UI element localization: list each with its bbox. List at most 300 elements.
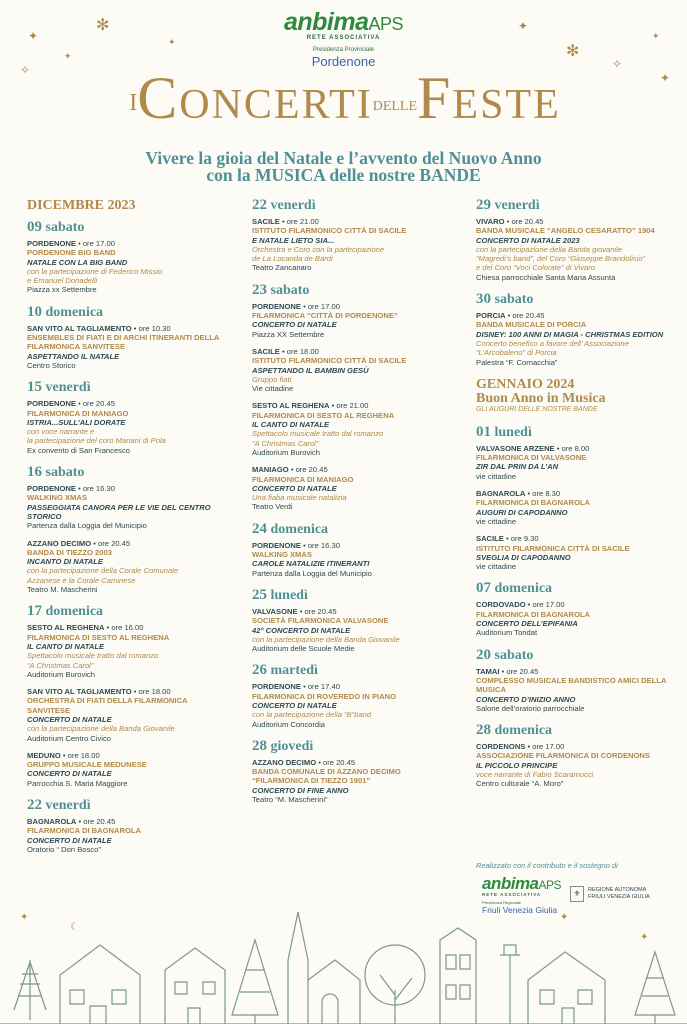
star-icon: ✦ xyxy=(28,29,39,43)
event-location-line xyxy=(252,465,457,474)
event-item xyxy=(476,667,681,713)
event-place: PORDENONE xyxy=(252,301,301,311)
column-3 xyxy=(476,198,681,799)
event-item xyxy=(252,302,457,339)
event-organizer: ISTITUTO FILARMONICO CITTÀ DI SACILE xyxy=(252,226,407,236)
day-heading xyxy=(476,292,681,307)
day-number: 23 xyxy=(252,281,267,298)
svg-text:✦: ✦ xyxy=(640,932,649,943)
star-icon: ✦ xyxy=(652,31,660,41)
event-time: • ore 20.45 xyxy=(288,465,328,475)
day-list xyxy=(476,198,681,367)
header xyxy=(0,8,687,69)
day-heading xyxy=(27,465,232,480)
day-number: 22 xyxy=(252,197,267,213)
event-organizer: ASSOCIAZIONE FILARMONICA DI CORDENONS xyxy=(476,751,650,761)
event-organizer: SOCIETÀ FILARMONICA VALVASONE xyxy=(252,616,389,626)
column-1 xyxy=(27,198,232,864)
event-program: CONCERTO D’INIZIO ANNO xyxy=(476,694,576,704)
event-time: • ore 10.30 xyxy=(131,323,171,333)
day-heading xyxy=(27,604,232,619)
event-time: • ore 16.00 xyxy=(104,623,144,633)
event-organizer: GRUPPO MUSICALE MEDUNESE xyxy=(27,760,147,770)
event-place: MANIAGO xyxy=(252,465,289,475)
event-item xyxy=(476,489,681,526)
page-title: IConcertidelleFeste xyxy=(129,65,561,131)
event-venue: Oratorio “ Don Bosco” xyxy=(27,844,101,854)
event-location-line xyxy=(476,489,681,498)
event-item xyxy=(476,534,681,571)
day-name: venerdì xyxy=(494,198,540,213)
day-block xyxy=(476,648,681,713)
event-location-line xyxy=(476,742,681,751)
logo-subtitle: RETE ASSOCIATIVA xyxy=(306,35,381,41)
event-program: CONCERTO DI NATALE xyxy=(27,714,112,724)
event-location-line xyxy=(252,758,457,767)
day-block xyxy=(476,425,681,572)
day-block xyxy=(27,220,232,295)
event-venue: vie cittadine xyxy=(476,471,517,481)
event-venue: Centro Storico xyxy=(27,360,76,370)
event-organizer: WALKING XMAS xyxy=(27,493,87,503)
event-time: • ore 20.45 xyxy=(297,606,337,616)
event-program: CONCERTO DELL’EPIFANIA xyxy=(476,619,578,629)
event-item xyxy=(27,239,232,295)
event-time: • ore 18.00 xyxy=(279,346,319,356)
event-location-line xyxy=(252,302,457,311)
event-note: de La Locanda de Bardi xyxy=(252,254,333,264)
day-block xyxy=(476,198,681,282)
event-program: CONCERTO DI NATALE xyxy=(252,320,337,330)
event-venue: Teatro M. Mascherini xyxy=(27,585,98,595)
event-note: Spettacolo musicale tratto dal romanzo xyxy=(27,651,159,661)
event-organizer: FILARMONICA DI MANIAGO xyxy=(252,474,354,484)
day-heading xyxy=(476,648,681,663)
event-organizer: FILARMONICA DI SESTO AL REGHENA xyxy=(252,410,395,420)
day-heading xyxy=(252,739,457,754)
event-program: CONCERTO DI NATALE xyxy=(27,835,112,845)
event-note: con la partecipazione della Banda Giovanile xyxy=(27,724,175,734)
event-organizer: FILARMONICA DI MANIAGO xyxy=(27,408,129,418)
moon-icon: ☾ xyxy=(70,922,79,933)
event-location-line xyxy=(27,623,232,632)
event-program: E NATALE LIETO SIA... xyxy=(252,235,335,245)
event-time: • ore 8.00 xyxy=(554,443,590,453)
event-organizer: FILARMONICA DI BAGNAROLA xyxy=(476,609,591,619)
event-note: con la partecipazione della Corale Comunale xyxy=(27,566,179,576)
event-time: • ore 17.00 xyxy=(525,600,565,610)
event-location-line xyxy=(27,324,232,333)
event-location-line xyxy=(252,401,457,410)
event-note: Una fiaba musicale natalizia xyxy=(252,493,347,503)
day-block xyxy=(476,723,681,788)
event-venue: Auditorium Concordia xyxy=(252,719,326,729)
event-time: • ore 17.00 xyxy=(525,742,565,752)
event-place: VALVASONE ARZENE xyxy=(476,443,555,453)
event-organizer: FILARMONICA DI SESTO AL REGHENA xyxy=(27,632,170,642)
day-number: 28 xyxy=(476,722,491,739)
event-venue: Teatro Verdi xyxy=(252,502,293,512)
event-note: Concerto benefico a favore dell’ Associazione xyxy=(476,338,629,348)
event-venue: Auditorium Burovich xyxy=(27,669,95,679)
event-program: CONCERTO DI NATALE xyxy=(27,769,112,779)
event-program: ISTRIA...SULL’ALI DORATE xyxy=(27,417,126,427)
event-location-line xyxy=(476,311,681,320)
event-time: • ore 16.30 xyxy=(75,484,115,494)
event-place: MEDUNO xyxy=(27,750,61,760)
event-program: ZIR DAL PRIN DA L’AN xyxy=(476,462,559,472)
event-location-line xyxy=(476,600,681,609)
event-place: CORDENONS xyxy=(476,742,526,752)
event-location-line xyxy=(476,444,681,453)
event-item xyxy=(476,444,681,481)
day-heading xyxy=(476,198,681,213)
event-venue: vie cittadine xyxy=(476,562,517,572)
star-icon: ✧ xyxy=(612,57,623,71)
event-item xyxy=(27,817,232,854)
day-block xyxy=(252,198,457,273)
day-name: sabato xyxy=(494,292,534,308)
event-program: CONCERTO DI NATALE 2023 xyxy=(476,235,580,245)
event-program: ASPETTANDO IL NATALE xyxy=(27,351,120,361)
event-item xyxy=(252,401,457,457)
event-note: e del Coro “Voci Colorate” di Vivaro xyxy=(476,263,596,273)
event-place: SACILE xyxy=(252,217,280,226)
day-number: 26 xyxy=(252,662,267,679)
event-venue: Chiesa parrocchiale Santa Maria Assunta xyxy=(476,272,616,282)
day-heading xyxy=(27,798,232,813)
day-name: venerdì xyxy=(45,798,91,814)
event-venue: Partenza dalla Loggia del Municipio xyxy=(27,521,147,531)
event-venue: Vie cittadine xyxy=(252,384,294,394)
event-note: con la partecipazione della Banda Giovanile xyxy=(252,634,400,644)
event-place: BAGNAROLA xyxy=(27,817,77,827)
event-item xyxy=(476,217,681,282)
event-location-line xyxy=(27,484,232,493)
day-heading xyxy=(252,522,457,537)
event-location-line xyxy=(252,607,457,616)
event-time: • ore 20.45 xyxy=(91,538,131,548)
event-place: SAN VITO AL TAGLIAMENTO xyxy=(27,323,132,333)
day-name: lunedì xyxy=(270,587,308,603)
day-number: 17 xyxy=(27,603,42,620)
event-venue: Centro culturale “A. Moro” xyxy=(476,779,564,789)
day-number: 30 xyxy=(476,291,491,308)
event-program: IL PICCOLO PRINCIPE xyxy=(476,760,558,770)
event-venue: Auditorium Burovich xyxy=(252,447,320,457)
day-heading xyxy=(252,588,457,603)
day-number: 22 xyxy=(27,797,42,814)
day-heading xyxy=(476,581,681,596)
event-venue: Piazza XX Settembre xyxy=(252,329,325,339)
day-block xyxy=(252,663,457,728)
event-venue: Salone dell’oratorio parrocchiale xyxy=(476,703,585,713)
event-place: PORDENONE xyxy=(27,239,76,248)
event-item xyxy=(476,311,681,367)
event-location-line xyxy=(476,667,681,676)
day-name: lunedì xyxy=(494,424,532,440)
event-organizer: ORCHESTRA DI FIATI DELLA FILARMONICA SANVITESE xyxy=(27,696,188,715)
day-heading xyxy=(27,380,232,395)
day-number: 25 xyxy=(252,586,267,603)
event-time: • ore 20.45 xyxy=(499,666,539,676)
day-heading xyxy=(252,283,457,298)
event-organizer: ISTITUTO FILARMONICO CITTÀ DI SACILE xyxy=(252,356,407,366)
day-block xyxy=(476,292,681,367)
event-place: PORCIA xyxy=(476,311,506,321)
sponsor-text: Realizzato con il contributo e il sostegno di xyxy=(476,861,618,870)
day-name: domenica xyxy=(45,304,104,320)
event-place: TAMAI xyxy=(476,666,500,676)
event-organizer: ENSEMBLES DI FIATI E DI ARCHI ITINERANTI DELLA FILARMONICA SANVITESE xyxy=(27,333,220,352)
event-item xyxy=(476,742,681,788)
event-time: • ore 9.30 xyxy=(503,534,539,544)
day-heading xyxy=(252,663,457,678)
snowflake-icon: ✻ xyxy=(566,43,580,60)
event-place: SAN VITO AL TAGLIAMENTO xyxy=(27,687,132,697)
event-time: • ore 18.00 xyxy=(131,687,171,697)
day-name: domenica xyxy=(270,521,329,537)
day-name: domenica xyxy=(45,604,104,620)
event-note: Orchestra e Coro con la partecipazione xyxy=(252,244,385,254)
event-note: e Emanuel Donadelli xyxy=(27,276,98,286)
event-note: Spettacolo musicale tratto dal romanzo xyxy=(252,429,384,439)
day-name: giovedì xyxy=(270,738,314,754)
star-icon: ✧ xyxy=(20,63,31,77)
event-organizer: ISTITUTO FILARMONICA CITTÀ DI SACILE xyxy=(476,543,630,553)
day-block xyxy=(476,581,681,637)
event-program: INCANTO DI NATALE xyxy=(27,557,103,567)
event-organizer: FILARMONICA DI VALVASONE xyxy=(476,453,587,463)
event-program: ASPETTANDO IL BAMBIN GESÙ xyxy=(252,365,369,375)
event-time: • ore 21.00 xyxy=(279,217,319,226)
event-note: la partecipazione del coro Mariani di Pola xyxy=(27,436,166,446)
event-venue: Teatro “M. Mascherini” xyxy=(252,795,328,805)
month-tagline: GLI AUGURI DELLE NOSTRE BANDE xyxy=(476,405,598,413)
event-place: PORDENONE xyxy=(252,540,301,550)
day-number: 16 xyxy=(27,464,42,481)
month-heading: DICEMBRE 2023 xyxy=(27,198,136,213)
event-note: con la partecipazione di Federico Missio xyxy=(27,266,163,276)
day-number: 15 xyxy=(27,379,42,396)
event-venue: Piazza xx Settembre xyxy=(27,285,97,295)
village-illustration xyxy=(0,900,687,1024)
day-number: 07 xyxy=(476,580,491,597)
day-block xyxy=(252,283,457,512)
event-organizer: COMPLESSO MUSICALE BANDISTICO AMICI DELLA MUSICA xyxy=(476,675,667,695)
event-place: SACILE xyxy=(476,534,504,544)
event-note: con la partecipazione della Banda giovanile xyxy=(476,244,623,254)
event-program: CONCERTO DI NATALE xyxy=(252,700,337,710)
event-venue: Parrocchia S. Maria Maggiore xyxy=(27,778,128,788)
event-organizer: PORDENONE BIG BAND xyxy=(27,248,116,258)
event-time: • ore 20.45 xyxy=(76,817,116,827)
day-name: venerdì xyxy=(45,380,91,396)
event-venue: Partenza dalla Loggia del Municipio xyxy=(252,568,372,578)
event-time: • ore 20.45 xyxy=(505,311,545,321)
event-item xyxy=(252,607,457,653)
event-time: • ore 16.30 xyxy=(300,540,340,550)
event-item xyxy=(252,217,457,273)
event-organizer: BANDA DI TIEZZO 2003 xyxy=(27,547,112,557)
event-location-line xyxy=(476,217,681,226)
event-time: • ore 20.45 xyxy=(316,757,356,767)
presidency-label: Presidenza Provinciale xyxy=(312,47,375,53)
event-venue: Auditorium delle Scuole Medie xyxy=(252,644,355,654)
event-place: AZZANO DECIMO xyxy=(252,757,317,767)
event-organizer: BANDA COMUNALE DI AZZANO DECIMO “FILARMONICA DI TIEZZO 1901” xyxy=(252,767,401,786)
snowflake-icon: ✻ xyxy=(96,17,110,34)
day-block xyxy=(27,465,232,594)
event-item xyxy=(476,600,681,637)
day-name: sabato xyxy=(270,282,310,298)
star-icon: ✦ xyxy=(168,37,176,47)
event-location-line xyxy=(27,687,232,696)
event-note: “L’Arcobaleno” di Porcia xyxy=(476,348,557,358)
event-location-line xyxy=(27,817,232,826)
event-place: BAGNAROLA xyxy=(476,489,526,499)
event-organizer: FILARMONICA DI BAGNAROLA xyxy=(476,498,591,508)
event-program: IL CANTO DI NATALE xyxy=(27,641,105,651)
svg-text:✦: ✦ xyxy=(20,912,29,923)
event-time: • ore 20.45 xyxy=(504,217,544,226)
anbima-logo: anbimaAPS xyxy=(283,8,404,36)
day-block xyxy=(27,798,232,854)
day-name: sabato xyxy=(494,647,534,663)
event-place: VALVASONE xyxy=(252,606,298,616)
event-venue: Palestra “F. Cornacchia” xyxy=(476,357,558,367)
day-heading xyxy=(252,198,457,213)
event-item xyxy=(252,347,457,393)
event-place: CORDOVADO xyxy=(476,600,526,610)
event-organizer: FILARMONICA “CITTÀ DI PORDENONE” xyxy=(252,311,398,321)
page-subtitle: Vivere la gioia del Natale e l’avvento del Nuovo Anno con la MUSICA delle nostre BANDE xyxy=(145,148,542,185)
day-block xyxy=(252,739,457,804)
day-block xyxy=(252,588,457,653)
event-note: “Magredi’s band”, del Coro “Giuseppe Brandolisio” xyxy=(476,254,646,264)
day-heading xyxy=(27,220,232,235)
event-time: • ore 17.00 xyxy=(75,239,115,248)
event-program: NATALE CON LA BIG BAND xyxy=(27,257,128,267)
event-venue: Teatro Zancanaro xyxy=(252,263,312,273)
event-place: SESTO AL REGHENA xyxy=(27,623,105,633)
event-program: AUGURI DI CAPODANNO xyxy=(476,507,568,517)
star-icon: ✦ xyxy=(660,71,671,85)
event-note: con voce narrante e xyxy=(27,427,95,437)
sponsor-logo-anbima: anbimaAPS RETE ASSOCIATIVA Presidenza Regionale Friuli Venezia Giulia xyxy=(482,874,562,915)
day-number: 09 xyxy=(27,219,42,235)
event-venue: Ex convento di San Francesco xyxy=(27,445,130,455)
event-venue: Auditorium Centro Civico xyxy=(27,733,111,743)
day-number: 29 xyxy=(476,197,491,213)
event-item xyxy=(252,682,457,728)
event-organizer: FILARMONICA DI ROVEREDO IN PIANO xyxy=(252,691,397,701)
event-program: CAROLE NATALIZIE ITINERANTI xyxy=(252,559,370,569)
day-list xyxy=(252,198,457,804)
event-item xyxy=(27,399,232,455)
event-place: AZZANO DECIMO xyxy=(27,538,92,548)
event-program: 42° CONCERTO DI NATALE xyxy=(252,625,351,635)
event-item xyxy=(27,484,232,530)
event-program: IL CANTO DI NATALE xyxy=(252,420,330,430)
star-icon: ✦ xyxy=(518,19,529,33)
day-number: 24 xyxy=(252,520,267,537)
day-block xyxy=(27,305,232,370)
day-name: sabato xyxy=(45,220,85,235)
day-list xyxy=(27,220,232,854)
event-item xyxy=(252,758,457,804)
day-number: 01 xyxy=(476,423,491,440)
day-number: 28 xyxy=(252,737,267,754)
day-heading xyxy=(476,425,681,440)
event-note: “A Christmas Carol” xyxy=(27,660,94,670)
event-item xyxy=(27,539,232,595)
event-item xyxy=(27,623,232,679)
event-place: SESTO AL REGHENA xyxy=(252,401,330,411)
star-icon: ✦ xyxy=(64,51,72,61)
event-time: • ore 21.00 xyxy=(329,401,369,411)
city-label: Pordenone xyxy=(311,54,376,69)
event-item xyxy=(252,541,457,578)
event-location-line xyxy=(27,399,232,408)
event-time: • ore 20.45 xyxy=(75,399,115,409)
day-name: venerdì xyxy=(270,198,316,213)
event-organizer: WALKING XMAS xyxy=(252,550,312,560)
day-list xyxy=(476,425,681,789)
event-program: SVEGLIA DI CAPODANNO xyxy=(476,552,571,562)
event-note: voce narrante di Fabio Scaramucci xyxy=(476,769,594,779)
event-location-line xyxy=(252,347,457,356)
month-subheading: Buon Anno in Musica xyxy=(476,390,606,406)
event-location-line xyxy=(27,239,232,248)
day-block xyxy=(27,380,232,455)
event-venue: vie cittadine xyxy=(476,516,517,526)
event-item xyxy=(27,687,232,743)
day-heading xyxy=(476,723,681,738)
event-item xyxy=(252,465,457,511)
event-time: • ore 17.40 xyxy=(300,682,340,692)
event-program: CONCERTO DI FINE ANNO xyxy=(252,785,349,795)
event-location-line xyxy=(252,541,457,550)
day-name: martedì xyxy=(270,663,318,679)
event-organizer: BANDA MUSICALE DI PORCIA xyxy=(476,320,587,330)
event-place: PORDENONE xyxy=(27,399,76,409)
day-name: sabato xyxy=(45,465,85,481)
event-location-line xyxy=(252,217,457,226)
event-time: • ore 8.30 xyxy=(525,489,561,499)
day-name: domenica xyxy=(494,723,553,739)
coat-of-arms-icon: ⚜ xyxy=(570,886,584,902)
sponsor-logo-region: ⚜ REGIONE AUTONOMA FRIULI VENEZIA GIULIA xyxy=(570,886,650,902)
event-program: CONCERTO DI NATALE xyxy=(252,483,337,493)
column-2 xyxy=(252,198,457,814)
event-note: con la partecipazione della “B”band xyxy=(252,710,372,720)
day-heading xyxy=(27,305,232,320)
event-location-line xyxy=(27,751,232,760)
day-block xyxy=(27,604,232,788)
event-organizer: BANDA MUSICALE “ANGELO CESARATTO” 1904 xyxy=(476,226,655,236)
event-note: “A Christmas Carol” xyxy=(252,438,319,448)
day-name: domenica xyxy=(494,581,553,597)
event-location-line xyxy=(476,534,681,543)
event-place: PORDENONE xyxy=(27,484,76,494)
day-block xyxy=(252,522,457,578)
event-place: VIVARO xyxy=(476,217,505,226)
event-time: • ore 18.00 xyxy=(60,750,100,760)
event-program: PASSEGGIATA CANORA PER LE VIE DEL CENTRO STORICO xyxy=(27,502,211,521)
event-note: Gruppo fiati xyxy=(252,374,292,384)
event-place: SACILE xyxy=(252,346,280,356)
